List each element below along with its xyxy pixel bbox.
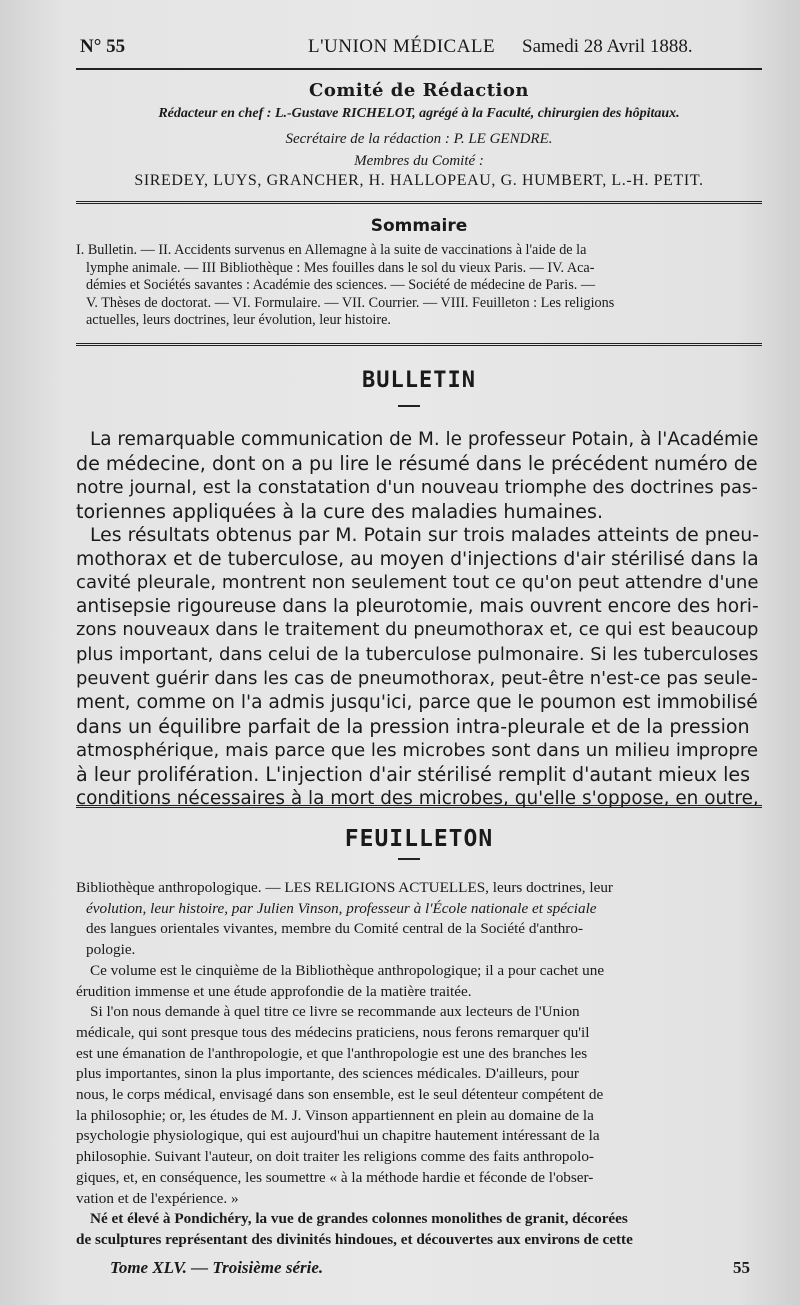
footer-volume: Tome XLV. — Troisième série. xyxy=(110,1258,324,1277)
bulletin-line: à leur prolifération. L'injection d'air stérilisé remplit d'autant mieux les xyxy=(76,762,751,786)
feuilleton-line: Bibliothèque anthropologique. — LES RELIGIONS ACTUELLES, leurs doctrines, leur xyxy=(76,879,613,896)
comite-membres-label: Membres du Comité : xyxy=(354,153,484,169)
bulletin-line: Les résultats obtenus par M. Potain sur trois malades atteints de pneu- xyxy=(90,523,760,546)
feuilleton-line: de sculptures représentant des divinités hindoues, et découvertes aux environs de cette xyxy=(76,1230,633,1248)
bulletin-line: plus important, dans celui de la tuberculose pulmonaire. Si les tuberculoses xyxy=(76,644,759,666)
journal-title: L'UNION MÉDICALE xyxy=(308,36,496,57)
comite-title: Comité de Rédaction xyxy=(309,80,529,101)
comite-membres: SIREDEY, LUYS, GRANCHER, H. HALLOPEAU, G. HUMBERT, L.-H. PETIT. xyxy=(134,172,704,189)
feuilleton-line: est une émanation de l'anthropologie, et que l'anthropologie est une des branches les xyxy=(76,1044,588,1062)
feuilleton-line: philosophie. Suivant l'auteur, on doit traiter les religions comme des faits anthropolo- xyxy=(76,1148,594,1166)
feuilleton-line: Né et élevé à Pondichéry, la vue de grandes colonnes monolithes de granit, décorées xyxy=(90,1210,628,1228)
bulletin-line: dans un équilibre parfait de la pression intra-pleurale et de la pression xyxy=(76,714,750,738)
sommaire-line: V. Thèses de doctorat. — VI. Formulaire. — VII. Courrier. — VIII. Feuilleton : Les religions xyxy=(86,294,615,311)
bulletin-line: antisepsie rigoureuse dans la pleurotomie, mais ouvrent encore des hori- xyxy=(76,596,759,618)
sommaire-title: Sommaire xyxy=(370,216,468,236)
feuilleton-line: la philosophie; or, les études de M. J. Vinson appartiennent en plein au domaine de la xyxy=(76,1106,594,1124)
feuilleton-line: Ce volume est le cinquième de la Bibliothèque anthropologique; il a pour cachet une xyxy=(90,961,605,979)
sommaire-line: I. Bulletin. — II. Accidents survenus en Allemagne à la suite de vaccinations à l'aide de la xyxy=(76,242,587,258)
bulletin-line: La remarquable communication de M. le professeur Potain, à l'Académie xyxy=(90,429,759,450)
bulletin-rule xyxy=(76,805,762,808)
comite-rule xyxy=(76,201,762,204)
bulletin-line: notre journal, est la constatation d'un nouveau triomphe des doctrines pas- xyxy=(76,476,758,498)
feuilleton-title: FEUILLETON xyxy=(344,826,494,852)
bulletin-line: conditions nécessaires à la mort des microbes, qu'elle s'oppose, en outre, xyxy=(76,787,759,809)
sommaire-line: actuelles, leurs doctrines, leur évolution, leur histoire. xyxy=(86,312,391,329)
bulletin-line: peuvent guérir dans les cas de pneumothorax, peut-être n'est-ce pas seule- xyxy=(76,668,758,690)
bulletin-line: ment, comme on l'a admis jusqu'ici, parce que le poumon est immobilisé xyxy=(76,691,758,713)
sommaire-line: lymphe animale. — III Bibliothèque : Mes fouilles dans le sol du vieux Paris. — IV. Aca- xyxy=(86,259,595,276)
feuilleton-text xyxy=(76,878,762,1251)
header-rule xyxy=(76,68,762,70)
bulletin-line: toriennes appliquées à la cure des maladies humaines. xyxy=(76,499,604,523)
bulletin-line: cavité pleurale, montrent non seulement tout ce qu'on peut attendre d'une xyxy=(76,572,759,594)
feuilleton-line: pologie. xyxy=(86,941,136,959)
feuilleton-line: Si l'on nous demande à quel titre ce livre se recommande aux lecteurs de l'Union xyxy=(90,1003,580,1021)
feuilleton-line: médicale, qui sont presque tous des médecins praticiens, nous ferons remarquer qu'il xyxy=(76,1023,590,1041)
bulletin-line: mothorax et de tuberculose, au moyen d'injections d'air stérilisé dans la xyxy=(76,548,759,570)
bulletin-line: zons nouveaux dans le traitement du pneumothorax et, ce qui est beaucoup xyxy=(76,620,759,641)
sommaire-rule xyxy=(76,343,762,346)
feuilleton-line: giques, et, en conséquence, les soumettre « à la méthode hardie et féconde de l'obser- xyxy=(76,1168,594,1186)
bulletin-title: BULLETIN xyxy=(362,368,476,393)
comite-redacteur: Rédacteur en chef : L.-Gustave RICHELOT, agrégé à la Faculté, chirurgien des hôpitaux. xyxy=(158,106,680,121)
feuilleton-line: plus importantes, sinon la plus importante, des sciences médicales. D'ailleurs, pour xyxy=(76,1065,579,1083)
feuilleton-line: vation et de l'expérience. » xyxy=(76,1189,239,1207)
feuilleton-title-rule xyxy=(398,858,420,860)
feuilleton-line: nous, le corps médical, envisagé dans son ensemble, est le seul détenteur compétent de xyxy=(76,1086,604,1104)
bulletin-title-rule xyxy=(398,405,420,407)
feuilleton-line: des langues orientales vivantes, membre du Comité central de la Société d'anthro- xyxy=(86,920,584,938)
issue-date: Samedi 28 Avril 1888. xyxy=(522,36,693,57)
bulletin-line: atmosphérique, mais parce que les microbes sont dans un milieu impropre xyxy=(76,739,759,761)
feuilleton-line: psychologie physiologique, qui est aujourd'hui un chapitre hautement intéressant de la xyxy=(76,1127,600,1145)
page-footer xyxy=(110,1258,750,1282)
feuilleton-line: évolution, leur histoire, par Julien Vinson, professeur à l'École nationale et spéciale xyxy=(86,899,597,917)
bulletin-text xyxy=(76,428,762,811)
running-header xyxy=(80,36,760,62)
page-number: 55 xyxy=(733,1258,750,1277)
sommaire-line: démies et Sociétés savantes : Académie des sciences. — Société de médecine de Paris. — xyxy=(86,277,596,294)
bulletin-line: de médecine, dont on a pu lire le résumé dans le précédent numéro de xyxy=(76,451,758,475)
feuilleton-line: érudition immense et une étude approfondie de la matière traitée. xyxy=(76,982,472,1000)
sommaire-text xyxy=(76,242,762,330)
comite-secretaire: Secrétaire de la rédaction : P. LE GENDRE. xyxy=(285,131,553,147)
issue-number: N° 55 xyxy=(80,36,126,57)
